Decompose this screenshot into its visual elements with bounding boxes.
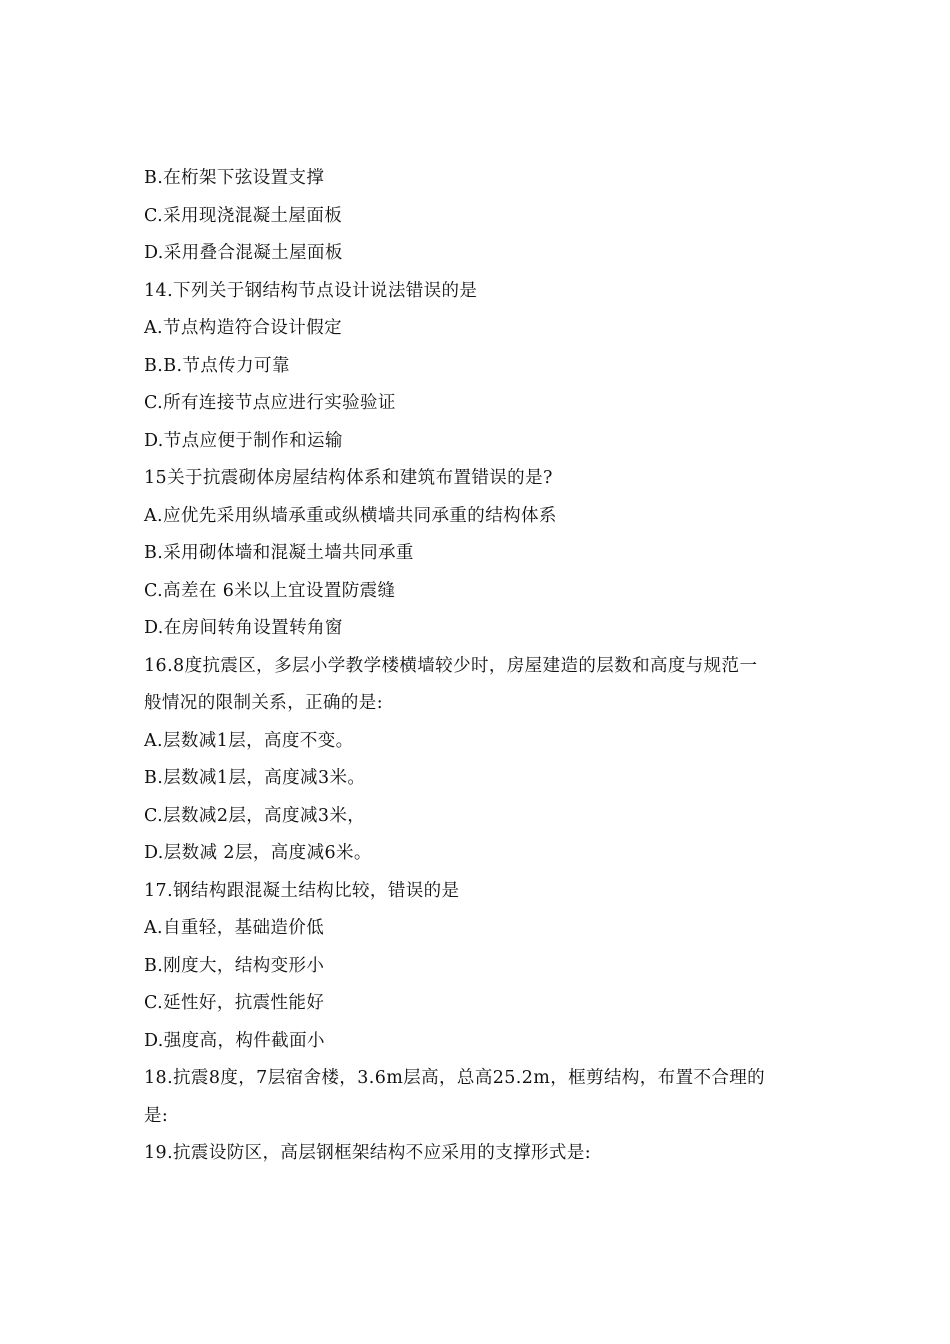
question-19: 19.抗震设防区，高层钢框架结构不应采用的支撑形式是: — [144, 1143, 592, 1163]
option-14-b: B.B.节点传力可靠 — [144, 355, 290, 376]
option-15-d: D.在房间转角设置转角窗 — [144, 618, 343, 638]
question-15: 15关于抗震砌体房屋结构体系和建筑布置错误的是? — [144, 468, 553, 488]
question-14: 14.下列关于钢结构节点设计说法错误的是 — [144, 280, 478, 301]
question-16-line-1: 16.8度抗震区，多层小学教学楼横墙较少时，房屋建造的层数和高度与规范一 — [144, 655, 758, 676]
option-16-b: B.层数减1层，高度减3米。 — [144, 768, 366, 788]
option-13-b: B.在桁架下弦设置支撑 — [144, 168, 325, 188]
option-17-c: C.延性好，抗震性能好 — [144, 993, 325, 1013]
option-14-a: A.节点构造符合设计假定 — [144, 318, 342, 338]
option-16-a: A.层数减1层，高度不变。 — [144, 730, 354, 751]
question-17: 17.钢结构跟混凝土结构比较，错误的是 — [144, 880, 460, 901]
option-13-d: D.采用叠合混凝土屋面板 — [144, 243, 343, 263]
option-14-c: C.所有连接节点应进行实验验证 — [144, 393, 396, 413]
option-15-b: B.采用砌体墙和混凝土墙共同承重 — [144, 543, 414, 563]
option-15-a: A.应优先采用纵墙承重或纵横墙共同承重的结构体系 — [144, 505, 557, 526]
option-14-d: D.节点应便于制作和运输 — [144, 430, 343, 451]
question-18-line-1: 18.抗震8度，7层宿舍楼，3.6m层高，总高25.2m，框剪结构，布置不合理的 — [144, 1068, 766, 1088]
option-17-a: A.自重轻，基础造价低 — [144, 918, 325, 938]
option-16-c: C.层数减2层，高度减3米， — [144, 805, 366, 826]
option-17-b: B.刚度大，结构变形小 — [144, 955, 325, 976]
option-15-c: C.高差在 6米以上宜设置防震缝 — [144, 580, 396, 601]
option-16-d: D.层数减 2层，高度减6米。 — [144, 843, 372, 863]
question-18-line-2: 是: — [144, 1105, 169, 1126]
document-body — [144, 160, 814, 1173]
option-17-d: D.强度高，构件截面小 — [144, 1030, 325, 1051]
question-16-line-2: 般情况的限制关系，正确的是: — [144, 693, 383, 713]
option-13-c: C.采用现浇混凝土屋面板 — [144, 205, 343, 226]
